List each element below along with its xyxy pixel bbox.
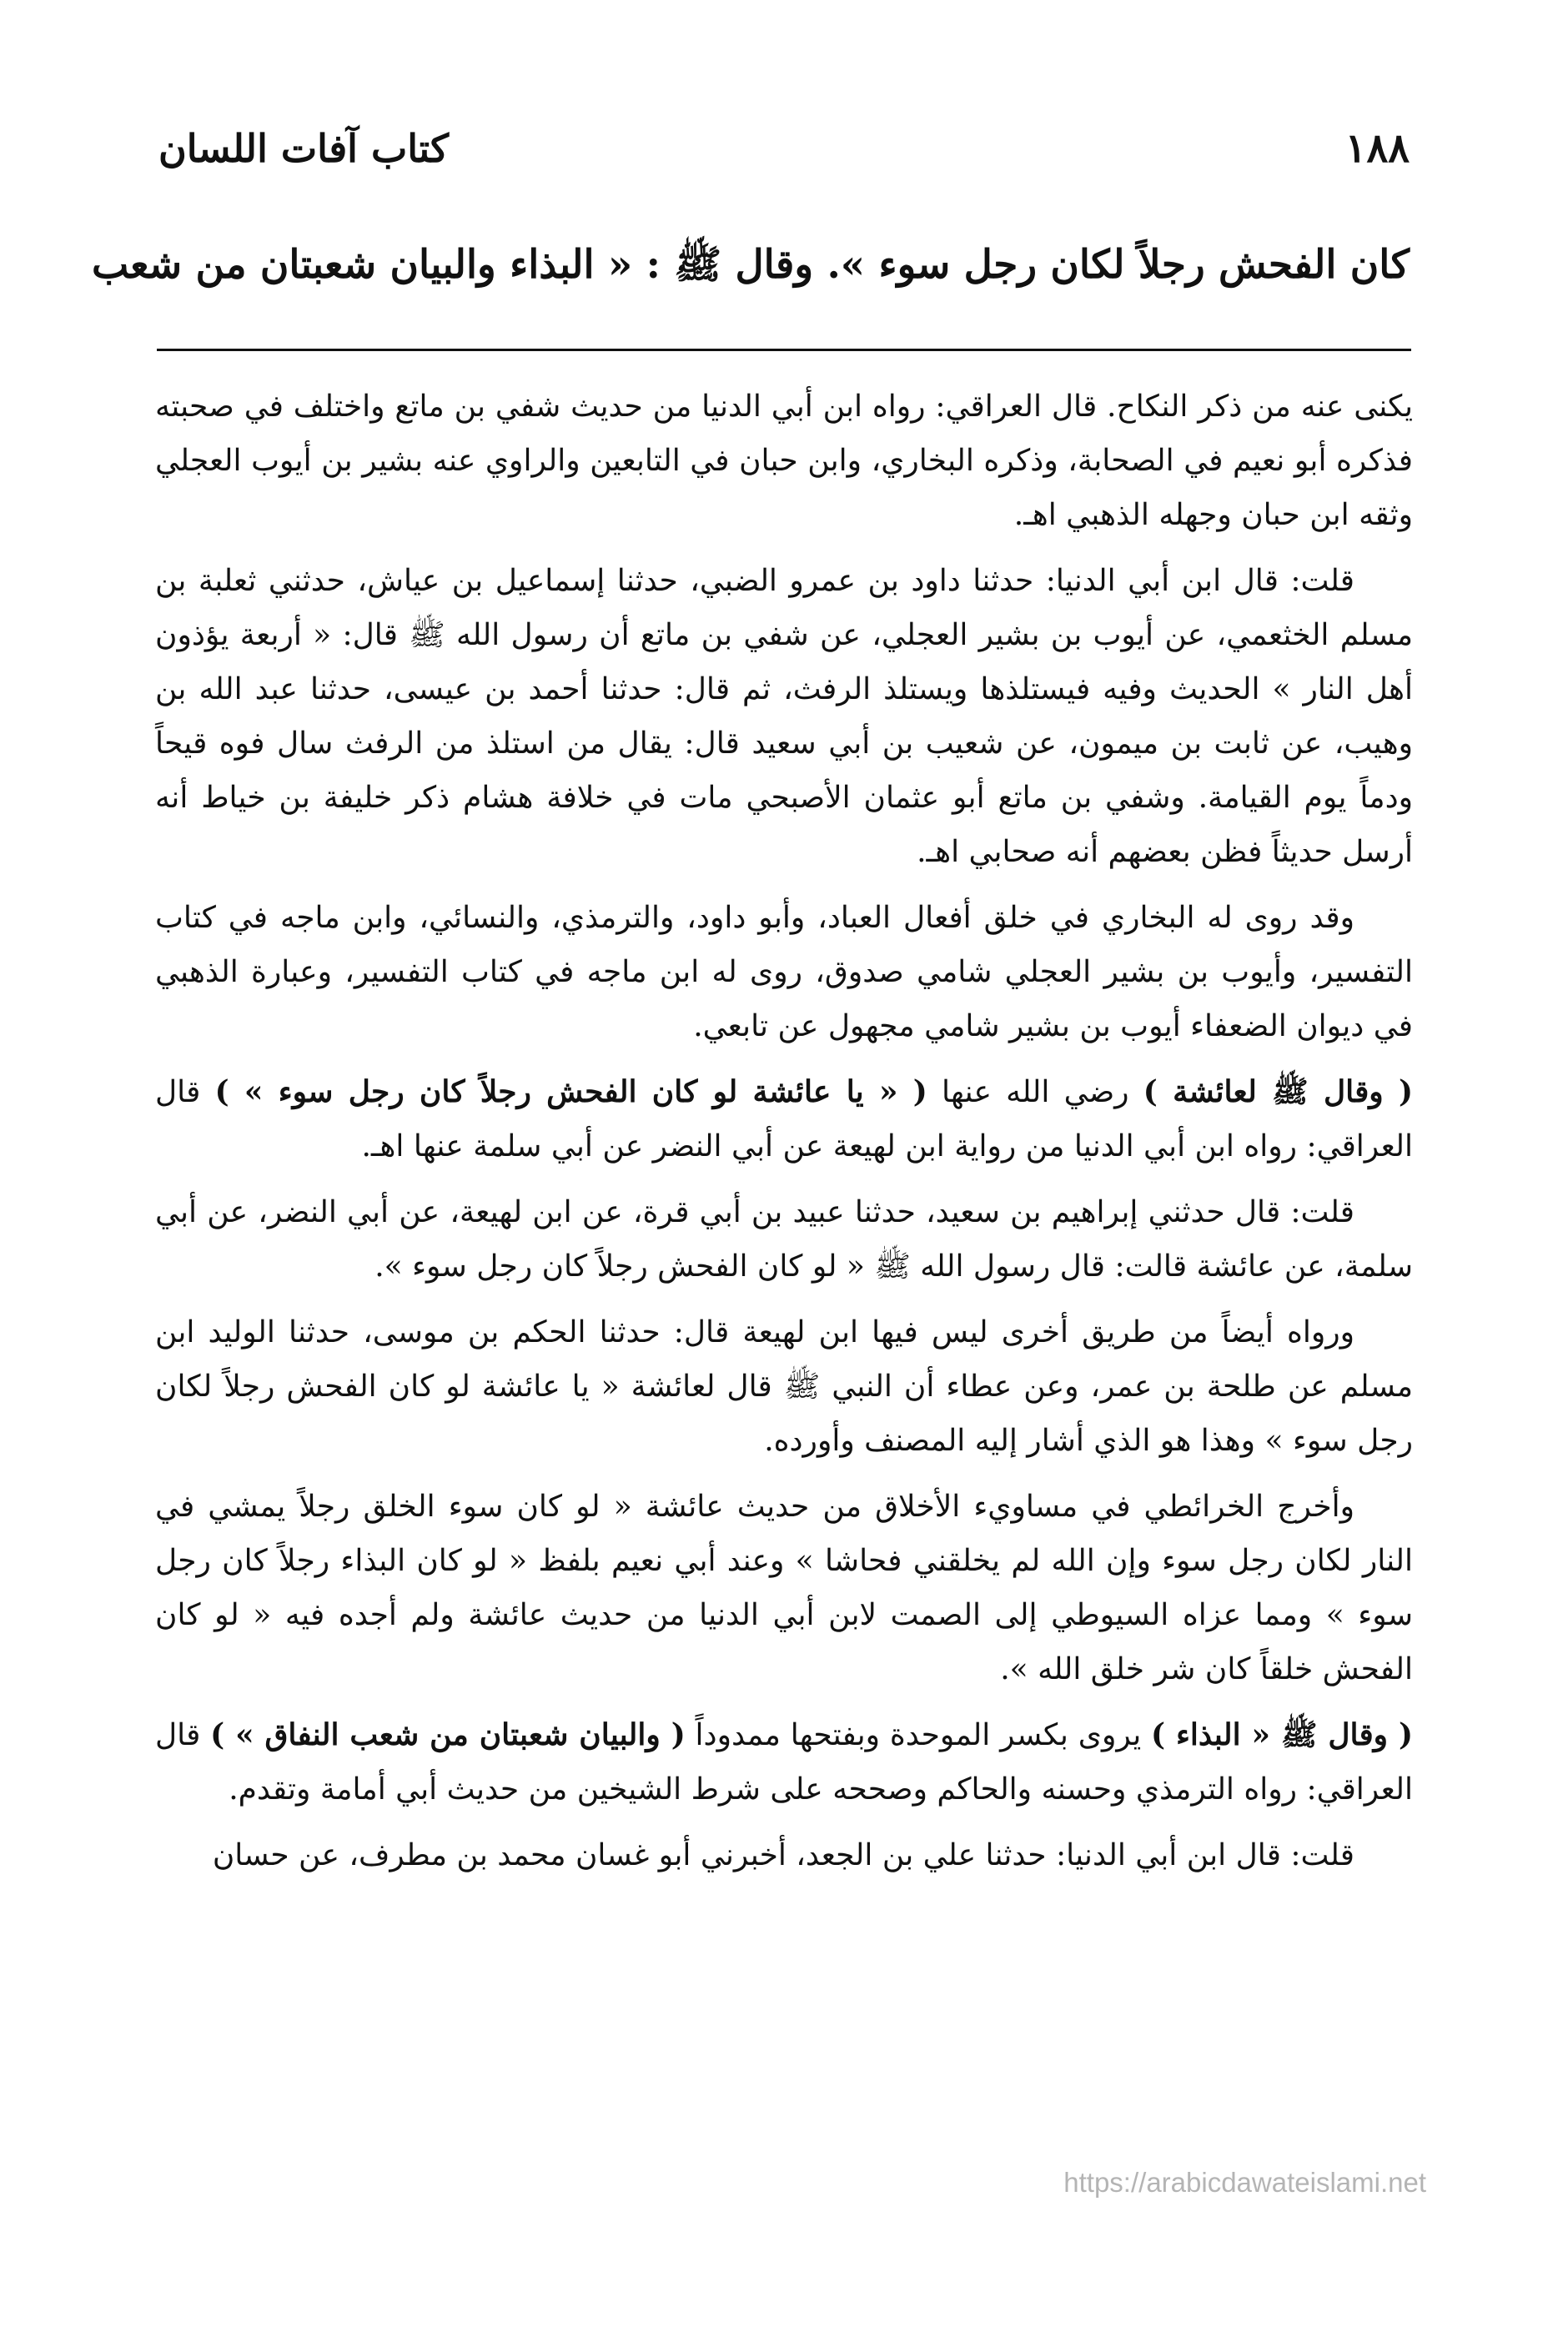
book-title: كتاب آفات اللسان: [158, 126, 450, 171]
commentary-paragraph-1: يكنى عنه من ذكر النكاح. قال العراقي: رواه ابن أبي الدنيا من حديث شفي بن ماتع واختلف في صحبته فذكره أبو نعيم في الصحابة، وذكره البخاري، وابن حبان في التابعين والراوي عنه بشير بن أيوب العجلي وثقه ابن حبان وجهله الذهبي اهـ.: [155, 390, 1413, 532]
commentary-paragraph-6: ورواه أيضاً من طريق أخرى ليس فيها ابن لهيعة قال: حدثنا الحكم بن موسى، حدثنا الوليد ابن مسلم عن طلحة بن عمر، وعن عطاء أن النبي ﷺ قال لعائشة « يا عائشة لو كان الفحش رجلاً لكان رجل سوء » وهذا هو الذي أشار إليه المصنف وأورده.: [155, 1315, 1413, 1458]
commentary-text: يروى بكسر الموحدة وبفتحها ممدوداً: [685, 1718, 1152, 1752]
main-text-line: كان الفحش رجلاً لكان رجل سوء ». وقال ﷺ : « البذاء والبيان شعبتان من شعب: [91, 242, 1410, 288]
commentary-paragraph-4: [155, 1065, 1413, 1174]
commentary-paragraph-9: قلت: قال ابن أبي الدنيا: حدثنا علي بن الجعد، أخبرني أبو غسان محمد بن مطرف، عن حسان: [212, 1838, 1354, 1872]
commentary-body: [155, 379, 1413, 1894]
commentary-text: قال العراقي: رواه ابن أبي الدنيا من رواية ابن لهيعة عن أبي النضر عن أبي سلمة عنها اهـ.: [155, 1075, 1413, 1163]
commentary-paragraph-8: [155, 1708, 1413, 1817]
commentary-paragraph-5: قلت: قال حدثني إبراهيم بن سعيد، حدثنا عبيد بن أبي قرة، عن ابن لهيعة، عن أبي النضر، عن أبي سلمة، عن عائشة قالت: قال رسول الله ﷺ « لو كان الفحش رجلاً كان رجل سوء ».: [155, 1195, 1413, 1284]
quoted-matn-heading: ( وقال ﷺ لعائشة ): [1143, 1074, 1413, 1109]
footnote-separator-rule: [157, 349, 1411, 351]
quoted-matn-heading: ( وقال ﷺ « البذاء ): [1151, 1717, 1413, 1752]
watermark-url: https://arabicdawateislami.net: [1063, 2167, 1426, 2198]
running-header: [158, 115, 1410, 182]
commentary-paragraph-7: وأخرج الخرائطي في مساويء الأخلاق من حديث عائشة « لو كان سوء الخلق رجلاً يمشي في النار لكان رجل سوء وإن الله لم يخلقني فحاشا » وعند أبي نعيم بلفظ « لو كان البذاء رجلاً كان رجل سوء » ومما عزاه السيوطي إلى الصمت لابن أبي الدنيا من حديث عائشة ولم أجده فيه « لو كان الفحش خلقاً كان شر خلق الله ».: [155, 1490, 1414, 1686]
commentary-paragraph-2: قلت: قال ابن أبي الدنيا: حدثنا داود بن عمرو الضبي، حدثنا إسماعيل بن عياش، حدثني ثعلبة بن مسلم الخثعمي، عن أيوب بن بشير العجلي، عن شفي بن ماتع أن رسول الله ﷺ قال: « أربعة يؤذون أهل النار » الحديث وفيه فيستلذها ويستلذ الرفث، ثم قال: حدثنا أحمد بن عيسى، حدثنا عبد الله بن وهيب، عن ثابت بن ميمون، عن شعيب بن أبي سعيد قال: يقال من استلذ من الرفث سال فوه قيحاً ودماً يوم القيامة. وشفي بن ماتع أبو عثمان الأصبحي مات في خلافة هشام ذكر خليفة بن خياط أنه أرسل حديثاً فظن بعضهم أنه صحابي اهـ.: [155, 564, 1414, 869]
commentary-text: قال العراقي: رواه الترمذي وحسنه والحاكم وصححه على شرط الشيخين من حديث أبي أمامة وتقدم.: [155, 1718, 1413, 1807]
page-number: ١٨٨: [1344, 125, 1410, 172]
quoted-matn-text: ( والبيان شعبتان من شعب النفاق » ): [210, 1717, 686, 1752]
quoted-matn-text: ( « يا عائشة لو كان الفحش رجلاً كان رجل سوء » ): [214, 1074, 927, 1109]
commentary-paragraph-3: وقد روى له البخاري في خلق أفعال العباد، وأبو داود، والترمذي، والنسائي، وابن ماجه في كتاب التفسير، وأيوب بن بشير العجلي شامي صدوق، روى له ابن ماجه في كتاب التفسير، وعبارة الذهبي في ديوان الضعفاء أيوب بن بشير شامي مجهول عن تابعي.: [155, 901, 1413, 1043]
commentary-text: رضي الله عنها: [927, 1075, 1143, 1109]
